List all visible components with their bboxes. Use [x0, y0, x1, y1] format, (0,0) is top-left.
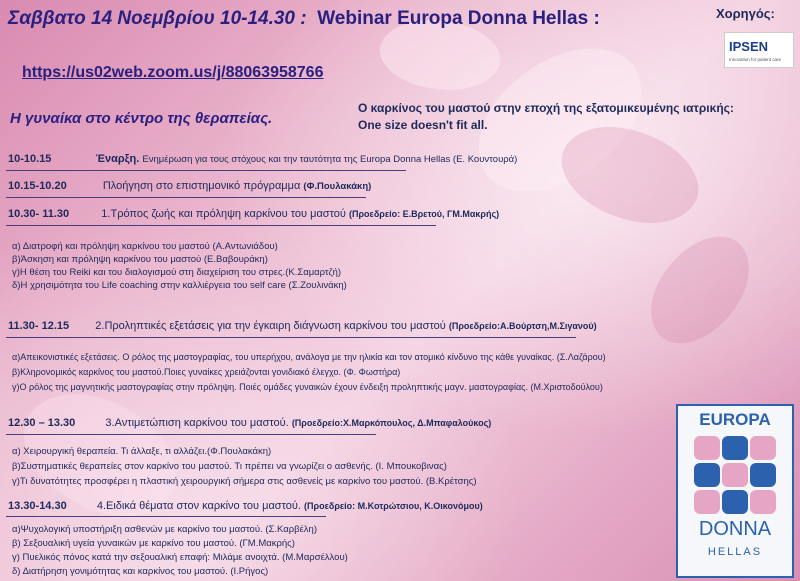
- background-petal: [628, 221, 771, 359]
- zoom-link[interactable]: https://us02web.zoom.us/j/88063958766: [22, 64, 324, 81]
- program-desc: (Προεδρείο:Α.Βούρτση,Μ.Σιγανού): [448, 321, 597, 331]
- program-row: [8, 320, 597, 332]
- divider: [6, 225, 436, 226]
- session2-item: β)Κληρονομικός καρκίνος του μαστού.Ποιες γυναίκες χρειάζονται γονιδιακό έλεγχο. (Φ. Φωστήρα): [12, 367, 401, 377]
- event-name: Webinar Europa Donna Hellas :: [317, 8, 600, 29]
- program-row: [8, 500, 483, 512]
- program-time: 11.30- 12.15: [8, 320, 70, 332]
- program-title: Πλοήγηση στο επιστημονικό πρόγραμμα: [102, 180, 301, 192]
- session3-item: β)Συστηματικές θεραπείες στον καρκίνο του μαστού. Τι πρέπει να γνωρίζει ο ασθενής. (Ι. Μπουκοβινας): [12, 461, 447, 472]
- theme-tagline-line2: One size doesn't fit all.: [358, 118, 488, 133]
- program-row: [8, 180, 371, 192]
- program-time: 10-10.15: [8, 153, 52, 165]
- event-title: [8, 8, 600, 30]
- ipsen-logo-text: IPSEN: [729, 39, 769, 54]
- program-desc: (Προεδρείο: Μ.Κοτρώτσιου, Κ.Οικονόμου): [304, 501, 483, 511]
- program-time: 13.30-14.30: [8, 500, 67, 512]
- program-time: 10.30- 11.30: [8, 208, 70, 220]
- program-title: 1.Τρόπος ζωής και πρόληψη καρκίνου του μαστού: [101, 208, 346, 220]
- theme-subtitle: Η γυναίκα στο κέντρο της θεραπείας.: [10, 110, 273, 127]
- program-time: 12.30 – 13.30: [8, 417, 76, 429]
- logo-text-bottom: HELLAS: [707, 546, 763, 558]
- session2-item: γ)Ο ρόλος της μαγνητικής μαστογραφίας στην πρόληψη. Ποιές ομάδες γυναικών έχουν ένδειξη προληπτικής μαγν. μαστογραφίας. (Μ.Χριστοδούλου): [12, 382, 603, 392]
- europa-donna-logo: [676, 404, 794, 578]
- divider: [6, 170, 406, 171]
- puzzle-icon: [694, 436, 776, 514]
- session4-item: γ) Πυελικός πόνος κατά την σεξουαλική επαφή: Μιλάμε ανοιχτά. (Μ.Μαρσέλλου): [12, 552, 348, 563]
- program-title: Έναρξη.: [95, 153, 140, 165]
- program-title: 2.Προληπτικές εξετάσεις για την έγκαιρη διάγνωση καρκίνου του μαστού: [95, 320, 446, 332]
- divider: [6, 434, 376, 435]
- program-time: 10.15-10.20: [8, 180, 67, 192]
- session1-item: β)Άσκηση και πρόληψη καρκίνου του μαστού (Ε.Βαβουράκη): [12, 254, 268, 265]
- program-desc: Ενημέρωση για τους στόχους και την ταυτότητα της Europa Donna Hellas (Ε. Κουντουρά): [142, 154, 518, 165]
- program-desc: (Προεδρείο: Ε.Βρετού, ΓΜ.Μακρής): [348, 209, 500, 219]
- event-date: Σαββατο 14 Νοεμβρίου 10-14.30 :: [8, 8, 307, 29]
- logo-text-top: EUROPA: [699, 410, 771, 429]
- program-desc: (Προεδρείο:Χ.Μαρκόπουλος, Δ.Μπαφαλούκος): [291, 418, 492, 428]
- program-row: [8, 153, 517, 165]
- divider: [6, 197, 366, 198]
- ipsen-logo-tagline: Innovation for patient care: [729, 57, 782, 62]
- session1-item: δ)Η χρησιμότητα του Life coaching στην καλλιέργεια του self care (Σ.Ζουλινάκη): [12, 280, 347, 291]
- ipsen-logo: [724, 32, 794, 68]
- divider: [6, 337, 576, 338]
- program-title: 4.Ειδικά θέματα στον καρκίνο του μαστού.: [96, 500, 301, 512]
- session4-item: β) Σεξουαλική υγεία γυναικών με καρκίνο του μαστού. (ΓΜ.Μακρής): [12, 538, 295, 549]
- program-row: [8, 417, 491, 429]
- session2-item: α)Απεικονιστικές εξετάσεις. Ο ρόλος της μαστογραφίας, του υπερήχου, ανάλογα με την ηλικία και τον ατομικό κίνδυνο της κάθε γυναίκας. (Σ.Λαζάρου): [12, 352, 606, 362]
- sponsor-label: Χορηγός:: [716, 6, 775, 21]
- session3-item: α) Χειρουργική θεραπεία. Τι άλλαξε, τι αλλάζει.(Φ.Πουλακάκη): [12, 446, 272, 457]
- program-desc: (Φ.Πουλακάκη): [303, 181, 372, 192]
- theme-tagline: [358, 100, 788, 135]
- session4-item: δ) Διατήρηση γονιμότητας και καρκίνος του μαστού. (Ι.Ρήγος): [12, 566, 269, 577]
- logo-text-middle: DONNA: [698, 518, 772, 540]
- session1-item: γ)Η θέση του Reiki και του διαλογισμού στη διαχείριση του στρες.(Κ.Σαμαρτζή): [12, 267, 342, 278]
- session3-item: γ)Τι δυνατότητες προσφέρει η πλαστική χειρουργική σήμερα στις ασθενείς με καρκίνο του μαστού. (Β.Κρέτσης): [12, 476, 477, 487]
- program-row: [8, 208, 499, 220]
- program-title: 3.Αντιμετώπιση καρκίνου του μαστού.: [105, 417, 289, 429]
- session4-item: α)Ψυχολογική υποστήριξη ασθενών με καρκίνο του μαστού. (Σ.Καρβέλη): [12, 524, 318, 535]
- divider: [6, 516, 326, 517]
- session1-item: α) Διατροφή και πρόληψη καρκίνου του μαστού (Α.Αντωνιάδου): [12, 241, 278, 252]
- theme-tagline-line1: Ο καρκίνος του μαστού στην εποχή της εξατομικευμένης ιατρικής:: [358, 101, 734, 115]
